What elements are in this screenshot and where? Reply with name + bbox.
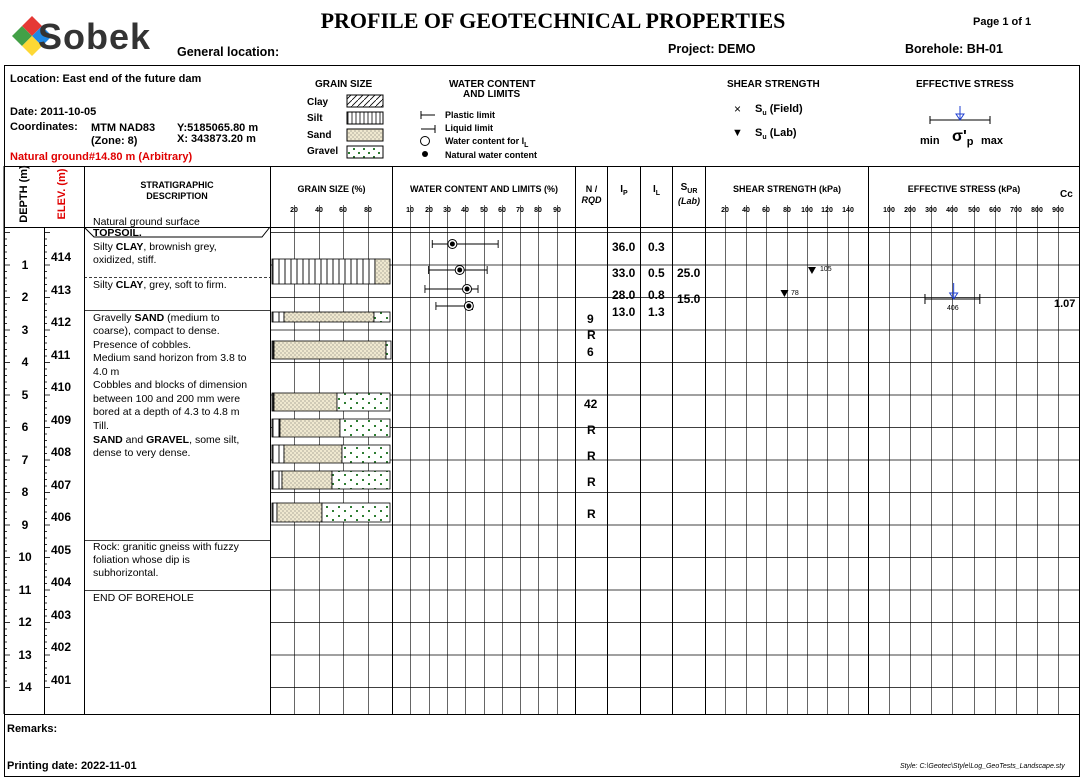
natural-water-point (450, 242, 455, 247)
column-sur: $S_{UR}$ (680, 182, 698, 195)
elevation-label: 411 (51, 347, 71, 362)
strat-layer3-line6: Cobbles and blocks of dimension (93, 379, 248, 391)
grain-size-bar (375, 259, 390, 284)
n-value: 42 (584, 397, 598, 411)
strat-layer3-line3: Presence of cobbles. (93, 339, 192, 351)
elevation-label: 407 (51, 477, 72, 492)
tick-label: 60 (339, 207, 347, 214)
strat-layer3-line4: Medium sand horizon from 3.8 to (93, 352, 247, 364)
legend-shear-lab: $S_u$ (Lab) (755, 127, 797, 142)
elevation-label: 402 (51, 640, 72, 654)
tick-label: 20 (290, 207, 298, 214)
grain-size-bar (284, 312, 374, 322)
grain-size-bar (342, 445, 390, 463)
remarks-label: Remarks: (7, 723, 58, 735)
legend-water-title-2: AND LIMITS (463, 89, 521, 100)
natural-water-point (457, 268, 462, 273)
ip-value: 36.0 (612, 240, 636, 254)
elevation-label: 408 (51, 445, 72, 459)
column-depth: DEPTH (m) (18, 165, 30, 223)
strat-topsoil: TOPSOIL. (93, 227, 142, 239)
grain-size-bar (272, 471, 282, 489)
strat-layer5-line3: subhorizontal. (93, 567, 159, 579)
tick-label: 20 (425, 207, 433, 214)
depth-label: 5 (21, 387, 29, 402)
tick-label: 40 (742, 207, 750, 214)
natural-ground-text: Natural ground#14.80 m (Arbitrary) (10, 151, 193, 163)
strat-layer4-line3: dense to very dense. (93, 447, 191, 459)
style-path: Style: C:\Geotec\Style\Log_GeoTests_Landscape.sty (900, 763, 1065, 770)
shear-label: 105 (820, 266, 832, 273)
depth-label: 1 (21, 257, 29, 272)
depth-label: 14 (18, 680, 32, 694)
date-text: Date: 2011-10-05 (10, 106, 97, 118)
ip-value: 28.0 (612, 288, 636, 302)
elevation-label: 410 (51, 380, 72, 394)
legend-grain-gravel: Gravel (307, 146, 339, 157)
grain-size-bar (272, 445, 284, 463)
tick-label: 60 (762, 207, 770, 214)
location-text: Location: East end of the future dam (10, 73, 202, 85)
n-value: R (587, 423, 596, 437)
il-value: 0.8 (648, 288, 665, 302)
tick-label: 80 (783, 207, 791, 214)
project-label: Project: DEMO (668, 42, 756, 56)
legend-shear-field: $S_u$ (Field) (755, 103, 803, 118)
sur-value: 15.0 (677, 292, 701, 306)
column-cc: Cc (1060, 189, 1073, 200)
il-value: 1.3 (648, 305, 665, 319)
tick-label: 50 (480, 207, 488, 214)
grain-size-bar (272, 503, 277, 522)
grain-size-bar (274, 393, 337, 411)
elevation-label: 412 (51, 315, 72, 329)
legend-plastic-limit: Plastic limit (445, 110, 496, 120)
il-value: 0.5 (648, 266, 665, 280)
column-grain: GRAIN SIZE (%) (297, 184, 366, 194)
legend-grain-silt: Silt (307, 113, 323, 124)
depth-label: 11 (18, 582, 32, 597)
grain-size-bar (272, 419, 280, 437)
depth-label: 9 (21, 517, 29, 532)
grain-size-bar (272, 312, 284, 322)
strat-layer3-line5: 4.0 m (93, 366, 120, 378)
tick-label: 80 (534, 207, 542, 214)
tick-label: 800 (1031, 207, 1043, 214)
legend-water-content-il: Water content for $I_L$ (445, 136, 529, 149)
column-elev: ELEV. (m) (56, 168, 68, 220)
grain-size-bar (340, 419, 390, 437)
column-il: $I_L$ (652, 184, 661, 197)
strat-layer3-line1: Gravelly SAND (medium to (93, 312, 220, 324)
grain-size-bar (277, 503, 322, 522)
depth-label: 6 (21, 420, 29, 434)
strat-layer5-line2: foliation whose dip is (93, 554, 190, 566)
column-sur-lab: (Lab) (678, 196, 700, 206)
depth-label: 13 (18, 647, 32, 662)
eff-label: 406 (947, 305, 959, 312)
n-value: R (587, 328, 596, 342)
page-number: Page 1 of 1 (973, 16, 1032, 28)
tick-label: 400 (946, 207, 958, 214)
column-eff: EFFECTIVE STRESS (kPa) (907, 184, 1021, 194)
tick-label: 120 (821, 207, 833, 214)
strat-layer4-line1: Till. (93, 420, 109, 432)
legend-eff-max: max (981, 135, 1004, 147)
grain-size-bar (374, 312, 390, 322)
legend-shear-field-icon: × (734, 102, 742, 116)
logo-text: Sobek (38, 16, 152, 57)
strat-layer5-line1: Rock: granitic gneiss with fuzzy (93, 541, 239, 553)
column-shear: SHEAR STRENGTH (kPa) (732, 184, 841, 194)
natural-water-point (465, 287, 470, 292)
legend-grain-clay: Clay (307, 97, 329, 108)
tick-label: 30 (443, 207, 451, 214)
depth-label: 4 (21, 355, 29, 369)
ip-value: 13.0 (612, 305, 636, 319)
shear-label: 78 (791, 290, 799, 297)
strat-natural-surface: Natural ground surface (93, 216, 200, 228)
strat-layer3-line8: bored at a depth of 4.3 to 4.8 m (93, 406, 240, 418)
elevation-label: 413 (51, 282, 72, 297)
legend-grain-title: GRAIN SIZE (315, 79, 373, 90)
legend-liquid-limit: Liquid limit (445, 123, 493, 133)
coordinates-label: Coordinates: (10, 121, 78, 133)
tick-label: 60 (498, 207, 506, 214)
legend-eff-sigma: $\sigma'_p$ (952, 128, 974, 149)
strat-layer1-line2: oxidized, stiff. (93, 254, 157, 266)
strat-layer3-line2: coarse), compact to dense. (93, 325, 220, 337)
strat-layer3-line7: between 100 and 200 mm were (93, 393, 241, 405)
grain-size-bar (332, 471, 390, 489)
cc-value: 1.07 (1054, 298, 1076, 310)
tick-label: 100 (883, 207, 895, 214)
tick-label: 300 (925, 207, 937, 214)
grain-size-bar (274, 341, 386, 359)
tick-label: 200 (904, 207, 916, 214)
strat-layer1-line1: Silty CLAY, brownish grey, (93, 241, 217, 253)
grain-size-bar (282, 471, 332, 489)
legend-shear-title: SHEAR STRENGTH (727, 79, 820, 90)
grain-size-bar (284, 445, 342, 463)
coordinate-system: MTM NAD83 (91, 122, 156, 134)
shear-lab-point (808, 267, 816, 274)
elevation-label: 403 (51, 607, 72, 622)
depth-label: 2 (21, 290, 29, 304)
legend-water-title-1: WATER CONTENT (449, 79, 536, 90)
elevation-label: 409 (51, 412, 72, 427)
ip-value: 33.0 (612, 266, 636, 280)
legend-grain-sand: Sand (307, 130, 332, 141)
page-title: PROFILE OF GEOTECHNICAL PROPERTIES (320, 8, 786, 33)
tick-label: 80 (364, 207, 372, 214)
coordinate-y: Y:5185065.80 m (177, 122, 259, 134)
n-value: 9 (587, 312, 594, 326)
tick-label: 40 (461, 207, 469, 214)
borehole-label: Borehole: BH-01 (905, 42, 1003, 56)
natural-water-point (466, 304, 471, 309)
column-n-1: N / (585, 184, 598, 194)
general-location-label: General location: (177, 45, 280, 59)
legend-shear-lab-icon: ▼ (732, 127, 743, 139)
grain-size-bar (337, 393, 390, 411)
depth-label: 3 (21, 322, 29, 337)
column-strat-1: STRATIGRAPHIC (140, 180, 214, 190)
n-value: R (587, 449, 596, 463)
column-n-2: RQD (581, 195, 602, 205)
n-value: R (587, 507, 596, 521)
elevation-label: 405 (51, 542, 72, 557)
tick-label: 100 (801, 207, 813, 214)
tick-label: 500 (968, 207, 980, 214)
legend-natural-water: Natural water content (445, 150, 538, 160)
depth-label: 10 (18, 550, 32, 564)
printing-date: Printing date: 2022-11-01 (7, 760, 137, 772)
depth-label: 7 (21, 452, 29, 467)
elevation-label: 401 (51, 672, 72, 687)
depth-label: 12 (18, 615, 32, 629)
strat-end: END OF BOREHOLE (93, 592, 194, 604)
tick-label: 90 (553, 207, 561, 214)
grain-size-bar (272, 259, 375, 284)
elevation-label: 404 (51, 575, 72, 589)
elevation-label: 406 (51, 510, 72, 524)
n-value: R (587, 475, 596, 489)
column-strat-2: DESCRIPTION (146, 191, 208, 201)
tick-label: 10 (406, 207, 414, 214)
n-value: 6 (587, 345, 594, 359)
grain-size-bar (322, 503, 390, 522)
column-water: WATER CONTENT AND LIMITS (%) (410, 184, 558, 194)
tick-label: 40 (315, 207, 323, 214)
strat-layer4-line2: SAND and GRAVEL, some silt, (93, 434, 240, 446)
grain-size-bar (280, 419, 340, 437)
strat-layer2-line1: Silty CLAY, grey, soft to firm. (93, 279, 227, 291)
tick-label: 900 (1052, 207, 1064, 214)
coordinate-x: X: 343873.20 m (177, 133, 256, 145)
depth-label: 8 (21, 485, 29, 499)
legend-eff-min: min (920, 135, 940, 147)
tick-label: 700 (1010, 207, 1022, 214)
elevation-label: 414 (51, 250, 72, 264)
il-value: 0.3 (648, 240, 665, 254)
tick-label: 600 (989, 207, 1001, 214)
sur-value: 25.0 (677, 266, 701, 280)
legend-eff-title: EFFECTIVE STRESS (916, 79, 1014, 90)
coordinate-zone: (Zone: 8) (91, 135, 138, 147)
tick-label: 20 (721, 207, 729, 214)
column-ip: $I_P$ (620, 184, 628, 197)
tick-label: 140 (842, 207, 854, 214)
grain-size-bar (386, 341, 391, 359)
tick-label: 70 (516, 207, 524, 214)
